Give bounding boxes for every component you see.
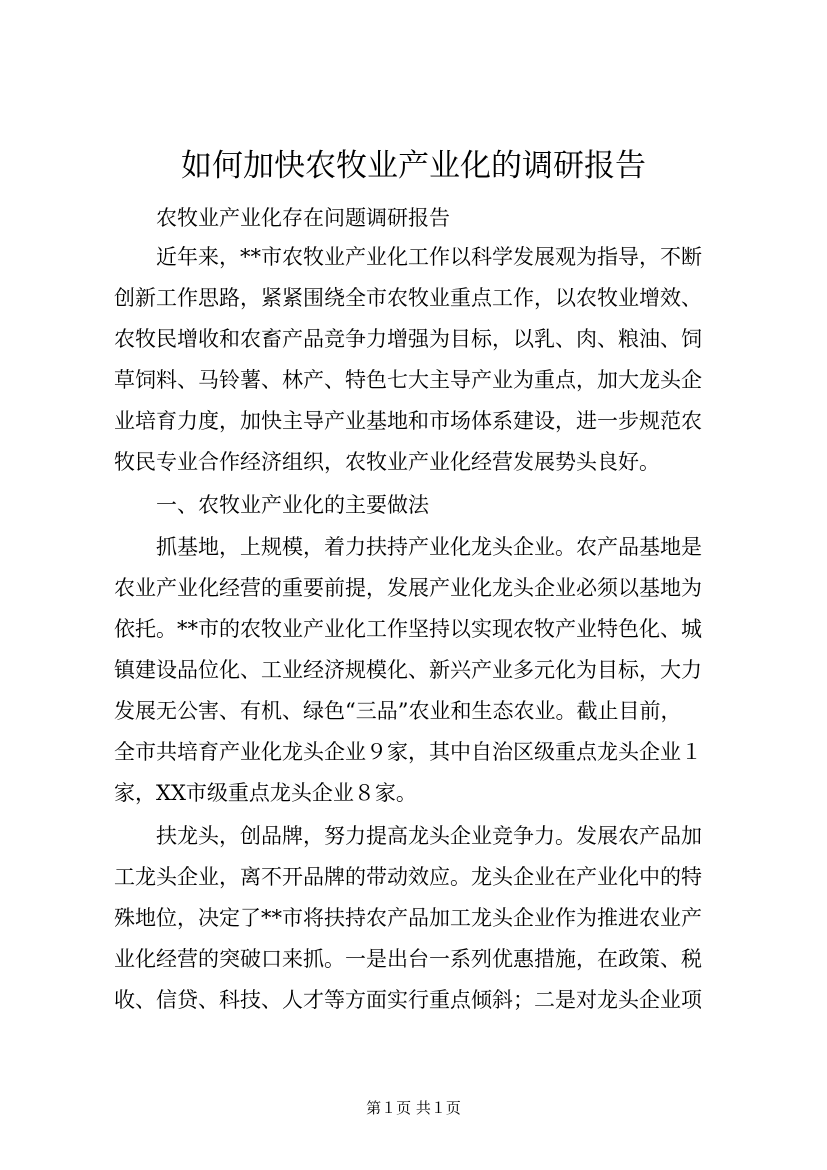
paragraph-line: 全市共培育产业化龙头企业９家，其中自治区级重点龙头企业１ — [114, 740, 702, 764]
paragraph-line: 收、信贷、科技、人才等方面实行重点倾斜；二是对龙头企业项 — [114, 988, 702, 1012]
paragraph-line: 近年来，**市农牧业产业化工作以科学发展观为指导，不断 — [156, 245, 702, 269]
paragraph-line: 业培育力度，加快主导产业基地和市场体系建设，进一步规范农 — [114, 409, 702, 433]
paragraph-line: 草饲料、马铃薯、林产、特色七大主导产业为重点，加大龙头企 — [114, 368, 702, 392]
paragraph-line: 创新工作思路，紧紧围绕全市农牧业重点工作，以农牧业增效、 — [114, 286, 702, 310]
paragraph-line: 发展无公害、有机、绿色“三品”农业和生态农业。截止目前， — [114, 699, 682, 723]
paragraph-line: 工龙头企业，离不开品牌的带动效应。龙头企业在产业化中的特 — [114, 865, 702, 889]
paragraph-line: 扶龙头，创品牌，努力提高龙头企业竞争力。发展农产品加 — [156, 824, 702, 848]
page-number-footer: 第１页 共１页 — [366, 1099, 461, 1117]
paragraph-line: 牧民专业合作经济组织，农牧业产业化经营发展势头良好。 — [114, 450, 660, 474]
document-title: 如何加快农牧业产业化的调研报告 — [181, 148, 646, 184]
paragraph-line: 镇建设品位化、工业经济规模化、新兴产业多元化为目标，大力 — [114, 658, 702, 682]
paragraph-line: 业化经营的突破口来抓。一是出台一系列优惠措施，在政策、税 — [114, 947, 702, 971]
paragraph-line: 抓基地，上规模，着力扶持产业化龙头企业。农产品基地是 — [156, 535, 702, 559]
paragraph-line: 依托。**市的农牧业产业化工作坚持以实现农牧产业特色化、城 — [114, 617, 702, 641]
paragraph-line: 殊地位，决定了**市将扶持农产品加工龙头企业作为推进农业产 — [114, 906, 702, 930]
paragraph-line: 农业产业化经营的重要前提，发展产业化龙头企业必须以基地为 — [114, 576, 702, 600]
section-heading: 一、农牧业产业化的主要做法 — [156, 493, 429, 517]
paragraph-line: 农牧民增收和农畜产品竞争力增强为目标，以乳、肉、粮油、饲 — [114, 327, 702, 351]
subtitle-line: 农牧业产业化存在问题调研报告 — [156, 206, 450, 230]
paragraph-line: 家，XX市级重点龙头企业８家。 — [114, 781, 417, 805]
